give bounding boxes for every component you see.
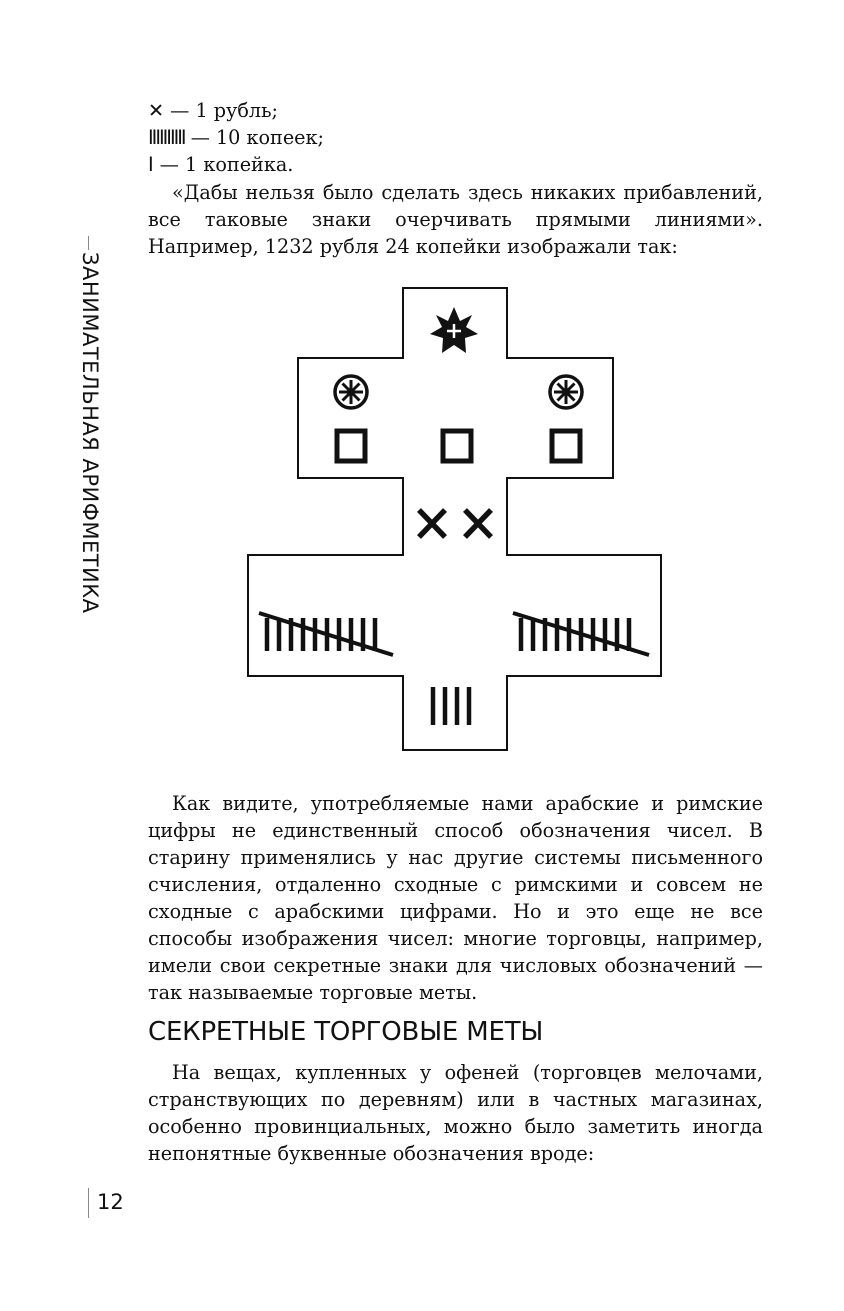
legend-text: — 1 копейка. — [153, 153, 294, 176]
footer-rule — [88, 1188, 89, 1218]
legend-item-ten-kopecks — [148, 124, 763, 151]
cross-of-ruble-icon — [419, 510, 445, 537]
square-of-ten-icon — [552, 431, 580, 461]
running-title: ЗАНИМАТЕЛЬНАЯ АРИФМЕТИКА — [78, 252, 102, 614]
crossed-ten-kopeck-bars-icon — [259, 613, 393, 655]
wheel-of-hundred-icon — [335, 376, 367, 408]
crossed-ten-kopeck-bars-icon — [513, 613, 649, 655]
tally-cross-diagram — [245, 285, 665, 755]
body-paragraph-2: На вещах, купленных у офеней (торговцев мелочами, странствующих по деревням) или в частных магазинах, особенно провинциальных, можно было заметить иногда непонятные буквенные обозначения вроде: — [148, 1061, 763, 1165]
intro-paragraph: «Дабы нельзя было сделать здесь никаких прибавлений, все таковые знаки очерчивать прямыми линиями». Например, 1232 рубля 24 копейки изображали так: — [148, 181, 763, 258]
cross-icon: ✕ — [148, 99, 165, 122]
legend-item-kopeck — [148, 151, 763, 178]
legend-text: — 10 копеек; — [184, 126, 324, 149]
square-of-ten-icon — [443, 431, 471, 461]
cross-outline — [248, 288, 661, 750]
legend — [148, 97, 763, 178]
star-of-thousand-icon — [430, 307, 478, 353]
legend-item-ruble — [148, 97, 763, 124]
cross-of-ruble-icon — [465, 510, 491, 537]
single-bar-icon: I — [148, 153, 154, 176]
legend-text: — 1 рубль; — [164, 99, 278, 122]
cross-figure — [245, 285, 665, 759]
wheel-of-hundred-icon — [550, 376, 582, 408]
square-of-ten-icon — [337, 431, 365, 461]
running-title-rule — [88, 236, 89, 250]
section-heading: СЕКРЕТНЫЕ ТОРГОВЫЕ МЕТЫ — [148, 1017, 544, 1047]
page-number: 12 — [97, 1190, 124, 1214]
body-paragraph-1: Как видите, употребляемые нами арабские и римские цифры не единственный способ обозначения чисел. В старину применялись у нас другие системы письменного счисления, отдаленно сходные с римскими и совсем не сходные с арабскими цифрами. Но и это еще не все способы изображения чисел: многие торговцы, например, имели свои секретные знаки для числовых обозначений — так называемые торговые меты. — [148, 792, 763, 1004]
single-kopeck-bar-icon — [433, 687, 469, 725]
ten-bars-icon: IIIIIIIIII — [148, 126, 185, 149]
